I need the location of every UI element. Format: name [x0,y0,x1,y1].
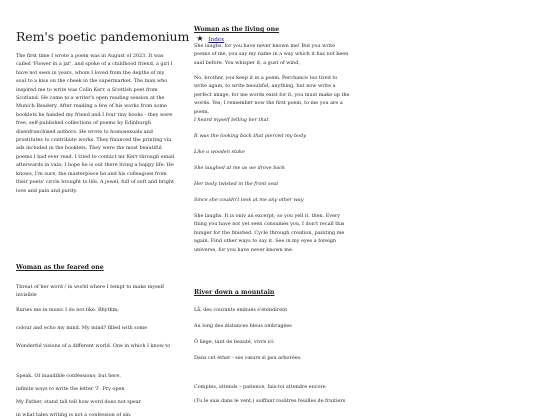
section-heading-living: Woman as the living one [194,26,280,33]
river-line: Lå, des courants embués s'étendirent [194,307,288,313]
section-heading-feared: Woman as the feared one [16,264,104,271]
living-paragraph: She laughs. It is only an excerpt; so you yell it, then. Every thing you have not yet seen consumes you, I don't recall this hunger for the finished. Cycle through creation, painting me again. Find other ways to say it. See in my eyes a foreign universe, for you have never known me. [194,213,345,253]
living-paragraph: No, brother, you keep it in a poem. Perchance too tired to write again, to write beautiful, anything, but now write a perfect image, for me words exist for it, you must make up the words. Yes; I remember now the first poem, to me you are a poem. [194,75,350,115]
star-icon: ★ [196,34,204,43]
river-line: Au long des distances bleus ombragées [194,323,292,329]
verse-line: She laughed at me as we drove back [194,165,285,171]
verse-line: Since she couldn't look at me any other way [194,197,304,203]
feared-line: My Father, stand tall tell how word does not spear [16,399,141,405]
index-link[interactable]: Index [208,37,225,43]
feared-line: in what tales writing is not a confession of sin. [16,412,132,418]
feared-line: Threat of her word / in world where I tempt to make myself invisible [16,284,164,299]
river-line: Dans cet éther - ses cœurs si peu arborées. [194,355,302,361]
intro-paragraph: The first time I wrote a poem was in August of 2023. It was called 'Flower in a jar', and spoke of a childhood friend, a girl I have not seen in years, whom I loved from the depths of my soul to a kiss on the cheek in the supermarket. The man who inspired me to write was Colin Kerr, a Scottish poet from Scotland. He came to a writer's open reading session at the Munich Readery. After reading a few of his works from some booklets he handed my friend and I four tiny books - they were free, self-published collections of poems by Edinburgh disenfranchised authors. He wrote to homosexuals and prostitutes to contribute works. They financed the printing via ads included in the booklets. They were the most beautiful poems I had ever read. I tried to contact mr Kerr through email afterwards in vain; I hope he is out there living a happy life. He knows, I'm sure, the masterpiece he and his colleagues from their poets' circle brought to life. A jewel, full of soft and bright love and pain and purity. [16,53,175,194]
verse-line: Like a wooden stake [194,149,245,155]
feared-line: colour and echo my mind. My mind? filled with some [16,325,148,331]
river-line: (Tu le sais dans le vent,) soiffant rosâtres feuilles de fruitiers [194,398,346,404]
river-line: Ô liège, tant de beauté, vivre ici [194,339,274,345]
feared-line: Speak. Of inaudible confessions; but here, [16,373,121,379]
page-title: Rem's poetic pandemonium [16,29,190,44]
feared-line: Wonderful visions of a different world. One in which I know to [16,343,171,349]
title-row [16,26,224,45]
feared-line: infinite ways to write the letter 'I'. Pry open [16,386,125,392]
verse-line: I heard myself telling her that [194,117,269,123]
living-paragraph: She laughs, for you have never known me! But you write poems of me, you say my name in a way which it has not been said before. You whisper it, a gust of wind, [194,43,349,66]
feared-line: Buries me in music I do not like. Rhythm; [16,307,119,313]
section-heading-river: River down a mountain [194,289,275,296]
verse-line: Her body twisted in the front seat [194,181,279,187]
river-line: Comptes, attends – patience, fais-toi attendre encore [194,384,326,390]
verse-line: It was the looking back that pierced my body [194,133,307,139]
